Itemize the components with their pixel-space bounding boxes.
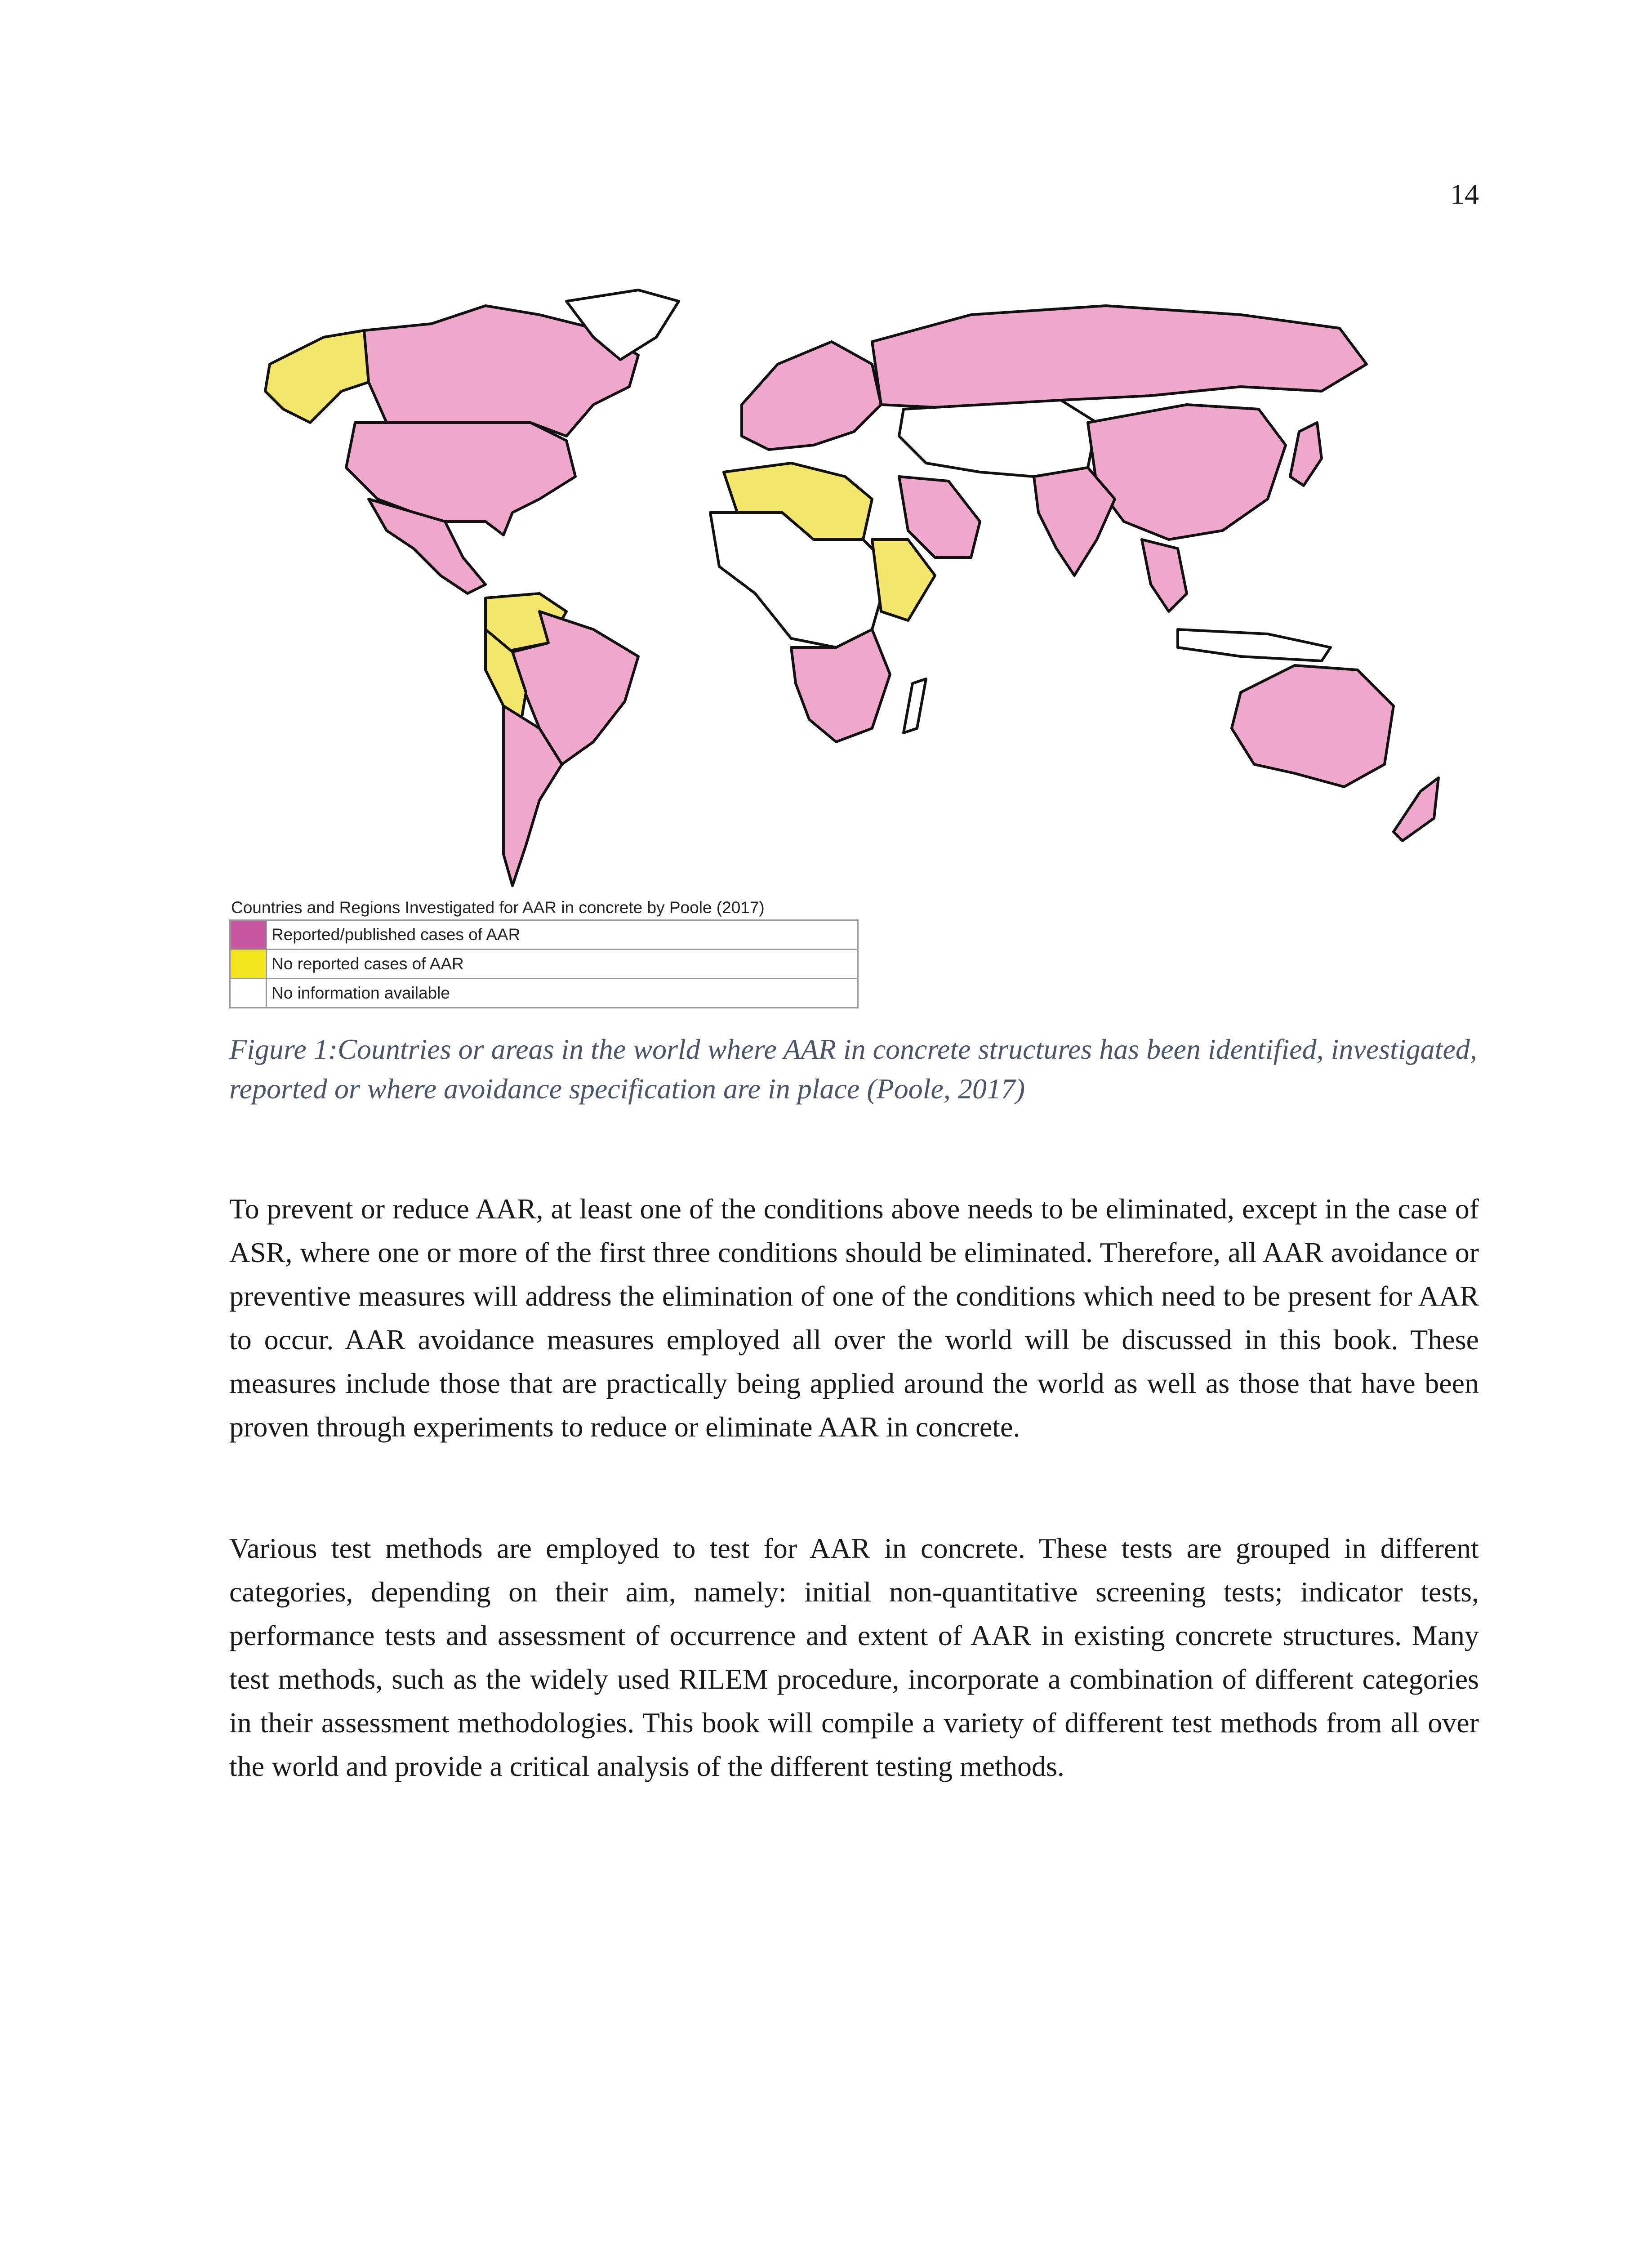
legend-item-no-info <box>231 978 857 1007</box>
map-region-indonesia <box>1178 629 1331 661</box>
legend-label: No information available <box>272 984 450 1002</box>
map-region-europe <box>742 342 881 450</box>
legend-title: Countries and Regions Investigated for AAR in concrete by Poole (2017) <box>231 898 765 917</box>
map-region-east-africa <box>872 540 935 620</box>
map-region-southern-africa <box>791 629 890 742</box>
map-region-new-zealand <box>1394 778 1438 841</box>
map-region-alaska <box>265 330 369 423</box>
world-map-figure <box>252 288 1465 922</box>
map-region-china <box>1088 405 1286 540</box>
world-map <box>252 288 1465 922</box>
body-paragraph: Various test methods are employed to test for AAR in concrete. These tests are grouped in different categories, depending on their aim, namely: initial non-quantitative screening tests; indicator tests, performance tests and assessment of occurrence and extent of AAR in existing concrete structures. Many test methods, such as the widely used RILEM procedure, incorporate a combination of different categories in their assessment methodologies. This book will compile a variety of different test methods from all over the world and provide a critical analysis of the different testing methods. <box>229 1532 1479 1782</box>
map-region-central-asia <box>899 400 1097 477</box>
legend-item-no-reports <box>231 949 857 978</box>
legend-swatch-no-info <box>231 979 267 1007</box>
legend-swatch-reported <box>231 921 267 949</box>
map-region-japan <box>1290 423 1322 486</box>
map-region-madagascar <box>904 679 926 733</box>
map-legend <box>229 896 859 1008</box>
legend-label: No reported cases of AAR <box>272 955 464 973</box>
legend-label: Reported/published cases of AAR <box>272 925 521 944</box>
legend-swatch-no-reports <box>231 950 267 978</box>
legend-table <box>229 919 859 1008</box>
map-region-southeast-asia <box>1142 540 1187 611</box>
page-number: 14 <box>1450 178 1479 210</box>
figure-caption: Figure 1:Countries or areas in the world where AAR in concrete structures has been identified, investigated, reported or where avoidance specification are in place (Poole, 2017) <box>229 1033 1477 1105</box>
legend-item-reported <box>231 921 857 949</box>
map-region-india <box>1034 468 1115 575</box>
body-paragraph: To prevent or reduce AAR, at least one of the conditions above needs to be eliminated, except in the case of ASR, where one or more of the first three conditions should be eliminated. Therefore, all AAR avoidance or preventive measures will address the elimination of one of the conditions which need to be present for AAR to occur. AAR avoidance measures employed all over the world will be discussed in this book. These measures include those that are practically being applied around the world as well as those that have been proven through experiments to reduce or eliminate AAR in concrete. <box>229 1193 1479 1443</box>
map-region-russia <box>872 306 1367 409</box>
map-region-australia <box>1232 665 1394 787</box>
